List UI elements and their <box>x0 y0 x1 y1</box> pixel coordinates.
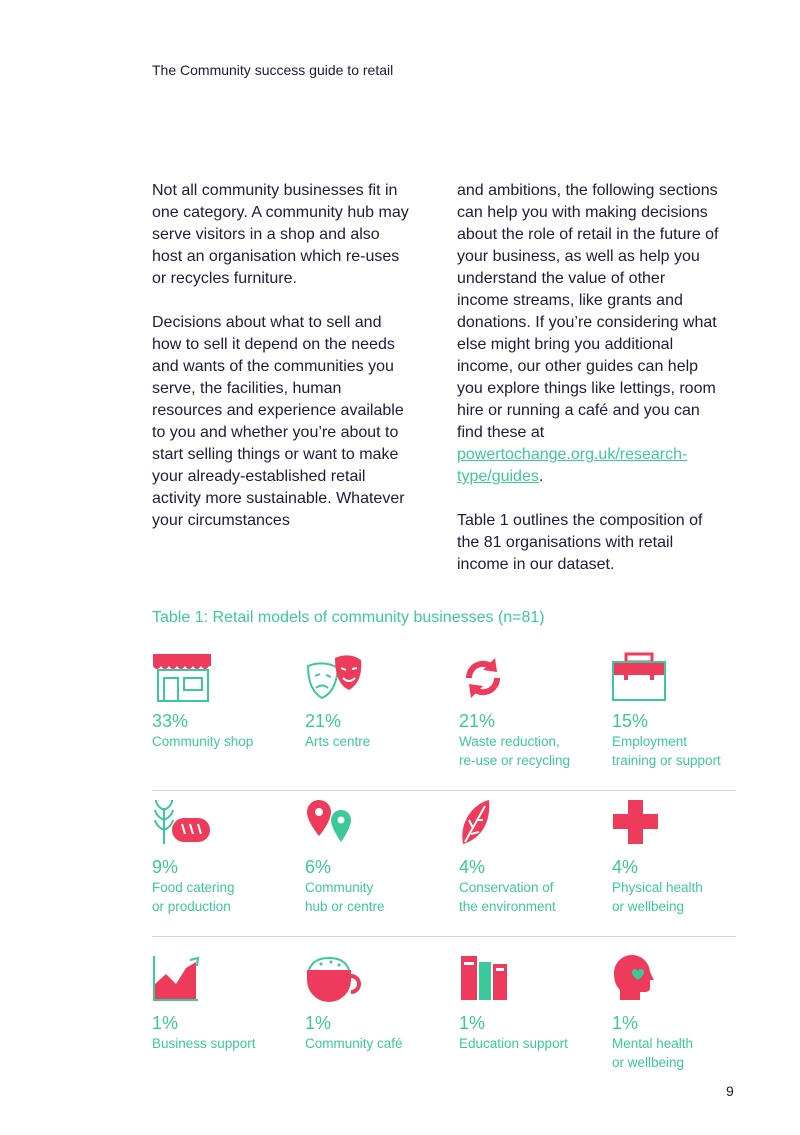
running-header: The Community success guide to retail <box>152 62 394 78</box>
grid-cell <box>305 652 455 751</box>
grid-cell <box>459 798 609 916</box>
category-label: Conservation of the environment <box>459 880 556 914</box>
percentage: 1% <box>305 1013 332 1033</box>
coffee-cup-icon <box>305 954 365 1006</box>
category-label: Education support <box>459 1036 568 1051</box>
briefcase-icon <box>612 652 672 704</box>
paragraph: Not all community businesses fit in one category. A community hub may serve visitors in a shop and also host an organisation which re-uses or recycles furniture. <box>152 182 409 287</box>
category-label: Arts centre <box>305 734 371 749</box>
grid-row <box>152 790 736 944</box>
paragraph: Table 1 outlines the composition of the 81 organisations with retail income in our dataset. <box>457 512 703 573</box>
grid-cell <box>152 652 302 751</box>
row-divider <box>152 936 736 937</box>
paragraph-text: and ambitions, the following sections can help you with making decisions about the role of retail in the future of your business, as well as help you understand the value of other income streams, like grants and donations. If you’re considering what else might bring you additional income, our other guides can help you explore things like lettings, room hire or running a café and you can find these at <box>457 182 719 441</box>
table-title: Table 1: Retail models of community businesses (n=81) <box>152 609 545 626</box>
body-column-left <box>152 180 414 554</box>
grid-cell <box>305 798 455 916</box>
medical-cross-icon <box>612 798 672 850</box>
percentage: 1% <box>612 1013 639 1033</box>
percentage: 15% <box>612 711 649 731</box>
percentage: 6% <box>305 857 332 877</box>
paragraph: Decisions about what to sell and how to sell it depend on the needs and wants of the communities you serve, the facilities, human resources and experience available to you and whether you’re about to start selling things or want to make your already-established retail activity more sustainable. Whatever your circumstances <box>152 314 405 529</box>
category-label: Community shop <box>152 734 254 749</box>
percentage: 4% <box>612 857 639 877</box>
guides-link[interactable]: powertochange.org.uk/research-type/guides <box>457 446 688 485</box>
grid-cell <box>612 954 762 1072</box>
grid-row <box>152 944 736 1090</box>
books-icon <box>459 954 519 1006</box>
grid-cell <box>152 954 302 1053</box>
percentage: 1% <box>152 1013 179 1033</box>
grid-cell <box>612 798 762 916</box>
category-label: Community café <box>305 1036 403 1051</box>
shop-icon <box>152 652 212 704</box>
grid-cell <box>305 954 455 1053</box>
leaf-icon <box>459 798 519 850</box>
percentage: 4% <box>459 857 486 877</box>
category-label: Food catering or production <box>152 880 235 914</box>
retail-models-grid <box>152 652 736 1090</box>
percentage: 1% <box>459 1013 486 1033</box>
percentage: 9% <box>152 857 179 877</box>
theatre-masks-icon <box>305 652 365 704</box>
category-label: Business support <box>152 1036 256 1051</box>
grid-cell <box>459 954 609 1053</box>
percentage: 21% <box>459 711 496 731</box>
growth-chart-icon <box>152 954 212 1006</box>
head-heart-icon <box>612 954 672 1006</box>
grid-cell <box>612 652 762 770</box>
percentage: 21% <box>305 711 342 731</box>
category-label: Employment training or support <box>612 734 721 768</box>
grid-cell <box>459 652 609 770</box>
category-label: Community hub or centre <box>305 880 385 914</box>
recycle-icon <box>459 652 519 704</box>
wheat-bread-icon <box>152 798 212 850</box>
grid-cell <box>152 798 302 916</box>
category-label: Physical health or wellbeing <box>612 880 703 914</box>
map-pin-icon <box>305 798 365 850</box>
paragraph-end: . <box>538 468 544 485</box>
category-label: Waste reduction, re-use or recycling <box>459 734 571 768</box>
page-number: 9 <box>726 1083 734 1099</box>
grid-row <box>152 652 736 790</box>
body-column-right <box>457 180 719 598</box>
category-label: Mental health or wellbeing <box>612 1036 694 1070</box>
paragraph <box>457 180 719 488</box>
percentage: 33% <box>152 711 189 731</box>
